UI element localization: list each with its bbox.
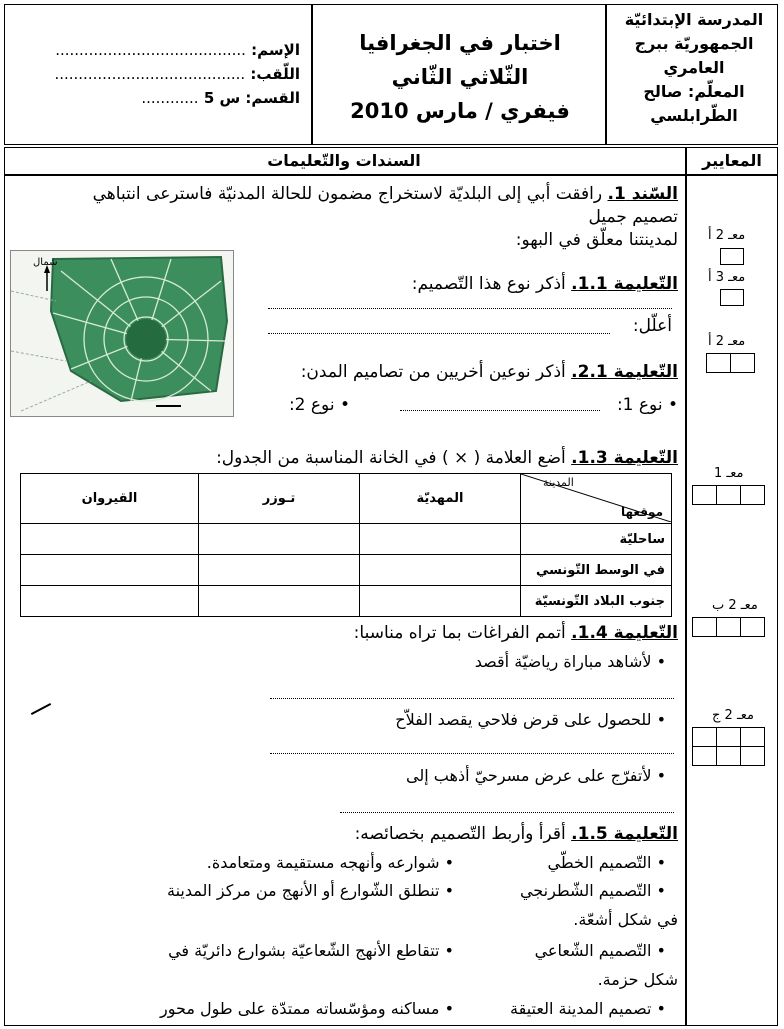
teacher-label: المعلّم: صالح xyxy=(643,82,745,101)
cell-center-tozeur[interactable] xyxy=(199,555,360,586)
city-plan-drawing xyxy=(11,251,233,416)
cell-south-tozeur[interactable] xyxy=(199,586,360,617)
teacher-name: الطّرابلسي xyxy=(650,106,738,125)
design-linear[interactable]: • التّصميم الخطّي xyxy=(547,853,666,872)
criterion-label-4: معـ 1 xyxy=(714,466,744,481)
student-info xyxy=(10,38,300,110)
support-1-line-2: تصميم جميل xyxy=(588,207,678,227)
answer-1-1-line-1[interactable] xyxy=(268,308,672,309)
exam-title-block xyxy=(320,26,600,128)
support-1-label: السّند 1. xyxy=(607,184,678,204)
row-label-coastal: ساحليّة xyxy=(521,524,672,555)
question-1-1-label: التّعليمة 1.1. xyxy=(571,274,678,294)
design-grid[interactable]: • التّصميم الشّطرنجي xyxy=(519,881,666,900)
question-1-3-label: التّعليمة 1.3. xyxy=(571,448,678,468)
type-1-answer[interactable] xyxy=(400,410,600,411)
name-label: الإسم: xyxy=(251,41,300,59)
question-1-5 xyxy=(355,824,678,844)
grid6-cell[interactable] xyxy=(741,747,765,766)
question-1-3 xyxy=(216,448,678,468)
criterion-label-6: معـ 2 ج xyxy=(712,708,754,723)
q14-answer-1[interactable] xyxy=(270,698,674,699)
grid6-cell[interactable] xyxy=(717,728,741,747)
header-divider-2 xyxy=(605,4,607,145)
grid5-cell[interactable] xyxy=(717,618,741,637)
criterion-label-3: معـ 2 أ xyxy=(708,334,746,349)
exam-trimester: الثّلاثي الثّاني xyxy=(391,65,529,89)
question-1-3-text: أضع العلامة ( × ) في الخانة المناسبة من الجدول: xyxy=(216,448,566,468)
corner-bottom-label: موقعها xyxy=(620,505,663,519)
criteria-column-divider xyxy=(685,147,687,1026)
row-label-center: في الوسط التّونسي xyxy=(521,555,672,586)
school-line-3: العامري xyxy=(663,58,725,77)
cell-coastal-kairouan[interactable] xyxy=(21,524,199,555)
criterion-box-1[interactable] xyxy=(720,248,744,265)
q14-item-3: • لأتفرّج على عرض مسرحيّ أذهب إلى xyxy=(406,766,666,785)
exam-title: اختبار في الجغرافيا xyxy=(359,31,561,55)
trait-4[interactable]: • مساكنه ومؤسّساته ممتدّة على طول محور xyxy=(160,999,454,1018)
criteria-column-header: المعايير xyxy=(702,151,762,170)
column-header-divider xyxy=(4,174,778,176)
answer-1-1-line-2[interactable] xyxy=(268,333,610,334)
trait-3-continued: شكل حزمة. xyxy=(597,970,678,989)
trait-1[interactable]: • شوارعه وأنهجه مستقيمة ومتعامدة. xyxy=(206,853,454,872)
grid6-cell[interactable] xyxy=(693,747,717,766)
type-1-label: • نوع 1: xyxy=(616,395,678,415)
question-1-4-text: أتمم الفراغات بما تراه مناسبا: xyxy=(353,623,566,643)
grid6-cell[interactable] xyxy=(693,728,717,747)
question-1-4 xyxy=(354,623,678,643)
question-1-1-text: أذكر نوع هذا التّصميم: xyxy=(411,274,566,294)
school-line-2: الجمهوريّة ببرج xyxy=(634,34,754,53)
support-1-line-1: رافقت أبي إلى البلديّة لاستخراج مضمون للحالة المدنيّة فاسترعى انتباهي xyxy=(92,184,603,204)
city-plan-map xyxy=(10,250,234,417)
cell-south-mahdia[interactable] xyxy=(360,586,521,617)
support-1-text xyxy=(18,183,678,252)
surname-field[interactable]: ........................................ xyxy=(54,65,246,83)
trait-3[interactable]: • تتقاطع الأنهج الشّعاعيّة بشوارع دائريّة في xyxy=(168,941,454,960)
design-radial[interactable]: • التّصميم الشّعاعي xyxy=(534,941,666,960)
question-1-1-justify: أعلّل: xyxy=(632,316,672,336)
q14-item-1: • لأشاهد مباراة رياضيّة أقصد xyxy=(474,652,666,671)
criterion-grid-5 xyxy=(692,617,765,637)
design-old-city[interactable]: • تصميم المدينة العتيقة xyxy=(510,999,666,1018)
support-1-line-3: لمدينتنا معلّق في البهو: xyxy=(515,230,678,250)
map-north-label: شمال xyxy=(33,257,58,268)
row-label-south: جنوب البلاد التّونسيّة xyxy=(521,586,672,617)
grid4-cell[interactable] xyxy=(693,486,717,505)
school-info xyxy=(614,8,774,128)
trait-2-continued: في شكل أشعّة. xyxy=(573,910,678,929)
question-1-5-label: التّعليمة 1.5. xyxy=(571,824,678,844)
grid3-cell[interactable] xyxy=(731,354,755,373)
question-2-1-label: التّعليمة 2.1. xyxy=(571,362,678,382)
cities-table xyxy=(20,473,672,617)
class-label: القسم: س 5 xyxy=(203,89,300,107)
criterion-box-2[interactable] xyxy=(720,289,744,306)
grid6-cell[interactable] xyxy=(741,728,765,747)
name-field[interactable]: ........................................ xyxy=(55,41,246,59)
criterion-grid-3 xyxy=(706,353,755,373)
criterion-label-1: معـ 2 أ xyxy=(708,228,746,243)
criterion-grid-6 xyxy=(692,727,765,766)
table-corner xyxy=(521,474,672,524)
supports-column-header: السندات والتّعليمات xyxy=(267,151,421,170)
header-divider-1 xyxy=(311,4,313,145)
q14-item-2: • للحصول على قرض فلاحي يقصد الفلاّح xyxy=(395,710,666,729)
grid5-cell[interactable] xyxy=(741,618,765,637)
criterion-label-5: معـ 2 ب xyxy=(712,598,758,613)
city-header-mahdia: المهديّة xyxy=(360,474,521,524)
cell-coastal-mahdia[interactable] xyxy=(360,524,521,555)
exam-period: فيفري / مارس 2010 xyxy=(350,99,570,123)
cell-center-kairouan[interactable] xyxy=(21,555,199,586)
school-line-1: المدرسة الإبتدائيّة xyxy=(624,10,764,29)
cell-center-mahdia[interactable] xyxy=(360,555,521,586)
q14-answer-2[interactable] xyxy=(270,753,674,754)
city-header-kairouan: القيروان xyxy=(21,474,199,524)
grid5-cell[interactable] xyxy=(693,618,717,637)
cell-south-kairouan[interactable] xyxy=(21,586,199,617)
criterion-label-2: معـ 3 أ xyxy=(708,270,746,285)
grid4-cell[interactable] xyxy=(717,486,741,505)
cell-coastal-tozeur[interactable] xyxy=(199,524,360,555)
grid3-cell[interactable] xyxy=(707,354,731,373)
question-2-1-text: أذكر نوعين أخريين من تصاميم المدن: xyxy=(300,362,566,382)
criterion-grid-4 xyxy=(692,485,765,505)
city-header-tozeur: تـوزر xyxy=(199,474,360,524)
class-field[interactable]: ............ xyxy=(141,89,199,107)
q14-answer-3[interactable] xyxy=(340,812,674,813)
type-2-label: • نوع 2: xyxy=(288,395,350,415)
question-1-5-text: أقرأ وأربط التّصميم بخصائصه: xyxy=(354,824,566,844)
trait-2[interactable]: • تنطلق الشّوارع أو الأنهج من مركز المدينة xyxy=(167,881,454,900)
question-1-4-label: التّعليمة 1.4. xyxy=(571,623,678,643)
surname-label: اللّقب: xyxy=(250,65,300,83)
grid4-cell[interactable] xyxy=(741,486,765,505)
grid6-cell[interactable] xyxy=(717,747,741,766)
corner-top-label: المدينة xyxy=(543,476,574,489)
question-2-1 xyxy=(301,362,678,382)
question-1-1 xyxy=(412,274,678,294)
